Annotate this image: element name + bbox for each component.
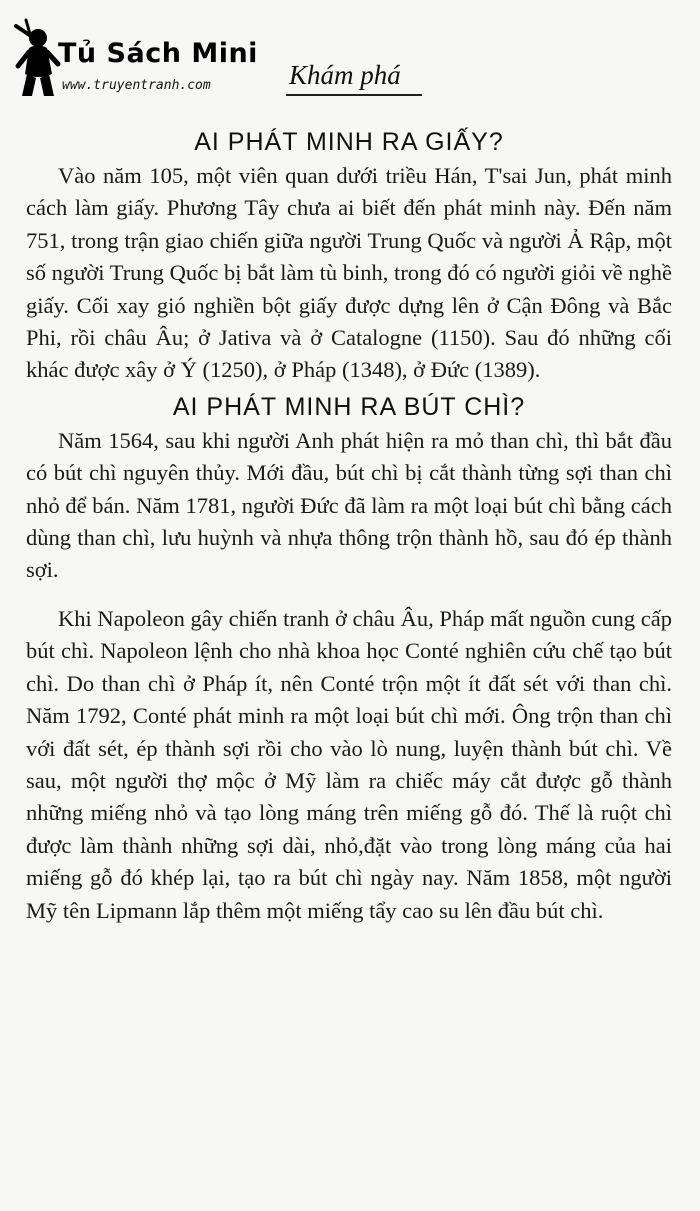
article-paragraph: Khi Napoleon gây chiến tranh ở châu Âu, Pháp mất nguồn cung cấp bút chì. Napoleon lệnh cho nhà khoa học Conté nghiên cứu chế tạo bút chì. Do than chì ở Pháp ít, nên Conté trộn một ít đất sét với than chì. Năm 1792, Conté phát minh ra một loại bút chì mới. Ông trộn than chì với đất sét, ép thành sợi rồi cho vào lò nung, luyện thành bút chì. Về sau, một người thợ mộc ở Mỹ làm ra chiếc máy cắt được gỗ thành những miếng nhỏ và tạo lòng máng trên miếng gỗ đó. Thế là ruột chì được làm thành những sợi dài, nhỏ,đặt vào trong lòng máng của hai miếng gỗ đó khép lại, tạo ra bút chì ngày nay. Năm 1858, một người Mỹ tên Lipmann lắp thêm một miếng tẩy cao su lên đầu bút chì. [26, 605, 672, 923]
section-label: Khám phá [289, 60, 401, 90]
section-underline [286, 94, 422, 96]
article-title-pencil: AI PHÁT MINH RA BÚT CHÌ? [172, 392, 526, 421]
logo-url: www.truyentranh.com [62, 78, 211, 93]
article-paragraph: Năm 1564, sau khi người Anh phát hiện ra mỏ than chì, thì bắt đầu có bút chì nguyên thủy. Mới đầu, bút chì bị cắt thành từng sợi than chì nhỏ để bán. Năm 1781, người Đức đã làm ra một loại bút chì bằng cách dùng than chì, lưu huỳnh và nhựa thông trộn thành hồ, sau đó ép thành sợi. [26, 427, 672, 583]
watermark-logo [6, 16, 258, 106]
page-content [26, 124, 672, 927]
logo-title: Tủ Sách Mini [58, 38, 258, 69]
article-title-paper: AI PHÁT MINH RA GIẤY? [194, 128, 504, 156]
article-paragraph: Vào năm 105, một viên quan dưới triều Hán, T'sai Jun, phát minh cách làm giấy. Phương Tây chưa ai biết đến phát minh này. Đến năm 751, trong trận giao chiến giữa người Trung Quốc và người Ả Rập, một số người Trung Quốc bị bắt làm tù binh, trong đó có người giỏi về nghề giấy. Cối xay gió nghiền bột giấy được dựng lên ở Cận Đông và Bắc Phi, rồi châu Âu; ở Jativa và ở Catalogne (1150). Sau đó những cối khác được xây ở Ý (1250), ở Pháp (1348), ở Đức (1389). [26, 163, 672, 383]
